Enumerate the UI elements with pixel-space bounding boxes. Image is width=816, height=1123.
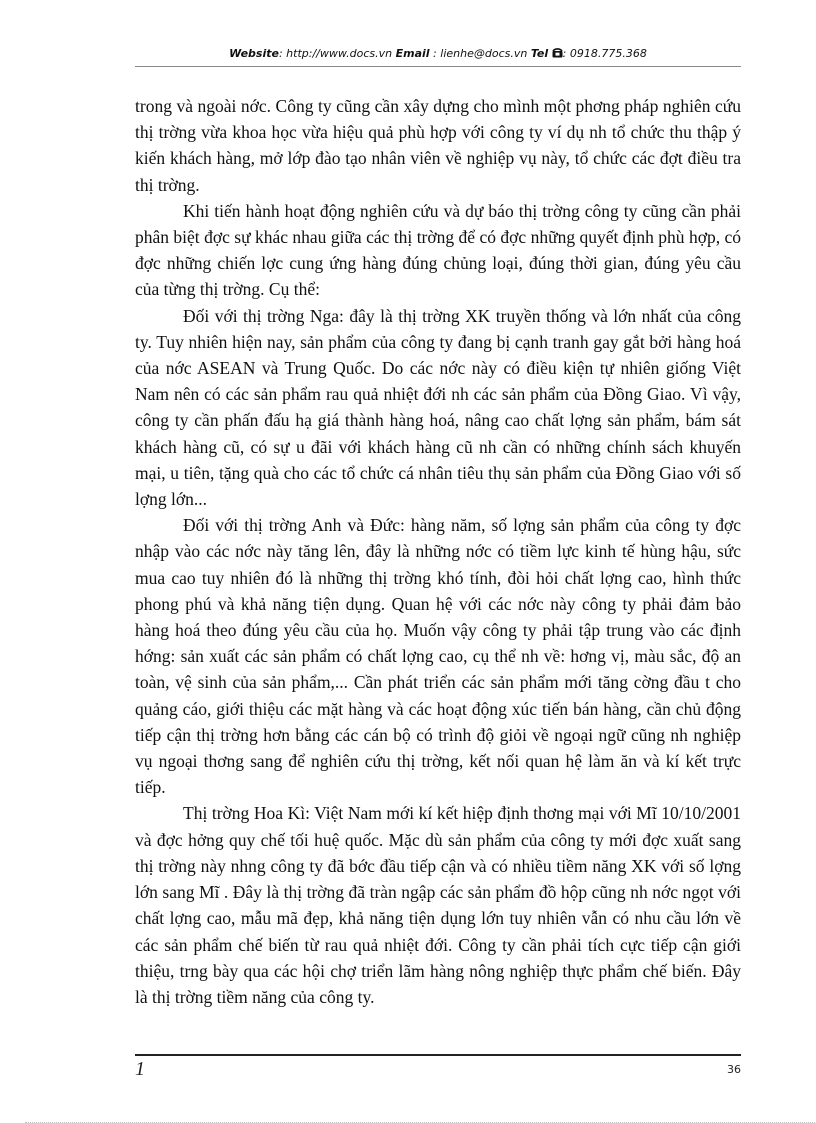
paragraph-5: Thị trờng Hoa Kì: Việt Nam mới kí kết hiệp định thơng mại với Mĩ 10/10/2001 và đợc hởng quy chế tối huệ quốc. Mặc dù sản phẩm của công ty mới đợc xuất sang thị trờng này nhng công ty đã bớc đầu tiếp cận và có nhiều tiềm năng XK với số lợng lớn sang Mĩ . Đây là thị trờng đã tràn ngập các sản phẩm đồ hộp cũng nh nớc ngọt với chất lợng cao, mẫu mã đẹp, khả năng tiện dụng lớn tuy nhiên vẫn có nhu cầu lớn về các sản phẩm chế biến từ rau quả nhiệt đới. Công ty cần phải tích cực tiếp cận giới thiệu, trng bày qua các hội chợ triển lãm hàng nông nghiệp thực phẩm chế biến. Đây là thị trờng tiềm năng của công ty.	[135, 803, 741, 1007]
body-text	[135, 93, 741, 1010]
page-header	[135, 46, 741, 62]
paragraph-1: trong và ngoài nớc. Công ty cũng cần xây dựng cho mình một phơng pháp nghiên cứu thị trờng vừa khoa học vừa hiệu quả phù hợp với công ty ví dụ nh tổ chức thu thập ý kiến khách hàng, mở lớp đào tạo nhân viên về nghiệp vụ này, tổ chức các đợt điều tra thị trờng.	[135, 96, 741, 195]
paragraph-3: Đối với thị trờng Nga: đây là thị trờng XK truyền thống và lớn nhất của công ty. Tuy nhiên hiện nay, sản phẩm của công ty đang bị cạnh tranh gay gắt bởi hàng hoá của nớc ASEAN và Trung Quốc. Do các nớc này có điều kiện tự nhiên giống Việt Nam nên có các sản phẩm rau quả nhiệt đới nh các sản phẩm của Đồng Giao. Vì vậy, công ty cần phấn đấu hạ giá thành hàng hoá, nâng cao chất lợng sản phẩm, bám sát khách hàng cũ, có sự u đãi với khách hàng cũ nh cần có những chính sách khuyến mại, u tiên, tặng quà cho các tổ chức cá nhân tiêu thụ sản phẩm của Đồng Giao với số lợng lớn...	[135, 305, 741, 510]
phone-icon	[552, 47, 563, 60]
tel-value: : 0918.775.368	[562, 47, 647, 60]
footer-divider	[135, 1054, 741, 1056]
paragraph-4: Đối với thị trờng Anh và Đức: hàng năm, số lợng sản phẩm của công ty đợc nhập vào các nớc này tăng lên, đây là những nớc có tiềm lực kinh tế hùng hậu, sức mua cao tuy nhiên đó là những thị trờng khó tính, đòi hỏi chất lợng cao, hình thức phong phú và khả năng tiện dụng. Quan hệ với các nớc này công ty phải đảm bảo hàng hoá theo đúng yêu cầu của họ. Muốn vậy công ty phải tập trung vào các định hớng: sản xuất các sản phẩm có chất lợng cao, cụ thể nh về: hơng vị, màu sắc, độ an toàn, vệ sinh của sản phẩm,... Cần phát triển các sản phẩm mới tăng cờng đầu t cho quảng cáo, giới thiệu các mặt hàng và các hoạt động xúc tiến bán hàng, cần chủ động tiếp cận thị trờng hơn bằng các cán bộ có trình độ giỏi về ngoại ngữ cũng nh nghiệp vụ ngoại thơng sang để nghiên cứu thị trờng, kết nối quan hệ làm ăn và kí kết trực tiếp.	[135, 515, 741, 798]
paragraph-2: Khi tiến hành hoạt động nghiên cứu và dự báo thị trờng công ty cũng cần phải phân biệt đợc sự khác nhau giữa các thị trờng để có đợc những quyết định phù hợp, có đợc những chiến lợc cung ứng hàng đúng chủng loại, đúng thời gian, đúng yêu cầu của từng thị trờng. Cụ thể:	[135, 200, 741, 300]
tel-label: Tel	[530, 47, 549, 60]
website-label: Website	[229, 47, 279, 60]
header-divider	[135, 66, 741, 67]
email-value: : lienhe@docs.vn	[429, 47, 528, 60]
website-value: : http://www.docs.vn	[278, 47, 393, 60]
email-label: Email	[395, 47, 430, 60]
page-number: 36	[727, 1063, 741, 1076]
footer-left-number: 1	[135, 1058, 145, 1080]
